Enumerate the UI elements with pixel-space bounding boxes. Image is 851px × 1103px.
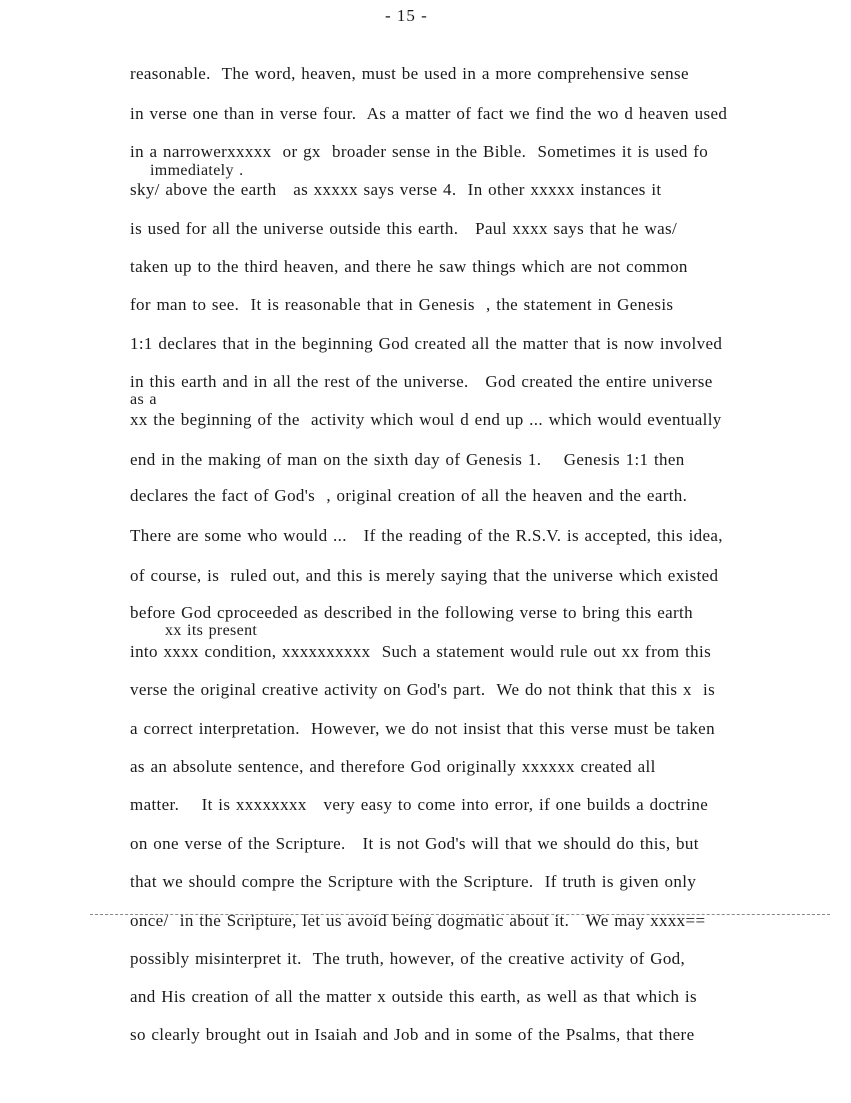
text-line: so clearly brought out in Isaiah and Job and in some of the Psalms, that there xyxy=(130,1025,695,1044)
text-line: matter. It is xxxxxxxx very easy to come into error, if one builds a doctrine xyxy=(130,795,709,814)
text-line: once/ in the Scripture, let us avoid being dogmatic about it. We may xxxx== xyxy=(130,911,706,930)
handwritten-insertion: as a xyxy=(130,391,157,408)
page-number: - 15 - xyxy=(385,6,428,25)
text-line: end in the making of man on the sixth day of Genesis 1. Genesis 1:1 then xyxy=(130,450,685,469)
text-line: on one verse of the Scripture. It is not God's will that we should do this, but xyxy=(130,834,699,853)
text-line: sky/ above the earth as xxxxx says verse 4. In other xxxxx instances it xyxy=(130,180,662,199)
text-line: before God cproceeded as described in the following verse to bring this earth xyxy=(130,603,693,622)
text-line: and His creation of all the matter x outside this earth, as well as that which is xyxy=(130,987,697,1006)
text-line: in this earth and in all the rest of the universe. God created the entire universe xyxy=(130,372,713,391)
handwritten-insertion: xx its present xyxy=(165,622,258,639)
text-line: into xxxx condition, xxxxxxxxxx Such a statement would rule out xx from this xyxy=(130,642,712,661)
text-line: possibly misinterpret it. The truth, however, of the creative activity of God, xyxy=(130,949,686,968)
text-line: 1:1 declares that in the beginning God created all the matter that is now involved xyxy=(130,334,723,353)
handwritten-insertion: immediately . xyxy=(150,162,244,179)
text-line: reasonable. The word, heaven, must be used in a more comprehensive sense xyxy=(130,64,689,83)
text-line: that we should compre the Scripture with the Scripture. If truth is given only xyxy=(130,872,697,891)
text-line: declares the fact of God's , original creation of all the heaven and the earth. xyxy=(130,486,688,505)
text-line: in verse one than in verse four. As a matter of fact we find the wo d heaven used xyxy=(130,104,728,123)
text-line: a correct interpretation. However, we do not insist that this verse must be taken xyxy=(130,719,715,738)
text-line: There are some who would ... If the reading of the R.S.V. is accepted, this idea, xyxy=(130,526,723,545)
text-line: in a narrowerxxxxx or gx broader sense in the Bible. Sometimes it is used fo xyxy=(130,142,709,161)
text-line: is used for all the universe outside this earth. Paul xxxx says that he was/ xyxy=(130,219,678,238)
fold-crease xyxy=(90,914,830,915)
text-line: verse the original creative activity on God's part. We do not think that this x is xyxy=(130,680,716,699)
text-line: taken up to the third heaven, and there he saw things which are not common xyxy=(130,257,688,276)
text-line: xx the beginning of the activity which woul d end up ... which would eventually xyxy=(130,410,722,429)
text-line: for man to see. It is reasonable that in Genesis , the statement in Genesis xyxy=(130,295,674,314)
text-line: of course, is ruled out, and this is merely saying that the universe which existed xyxy=(130,566,719,585)
text-line: as an absolute sentence, and therefore God originally xxxxxx created all xyxy=(130,757,656,776)
